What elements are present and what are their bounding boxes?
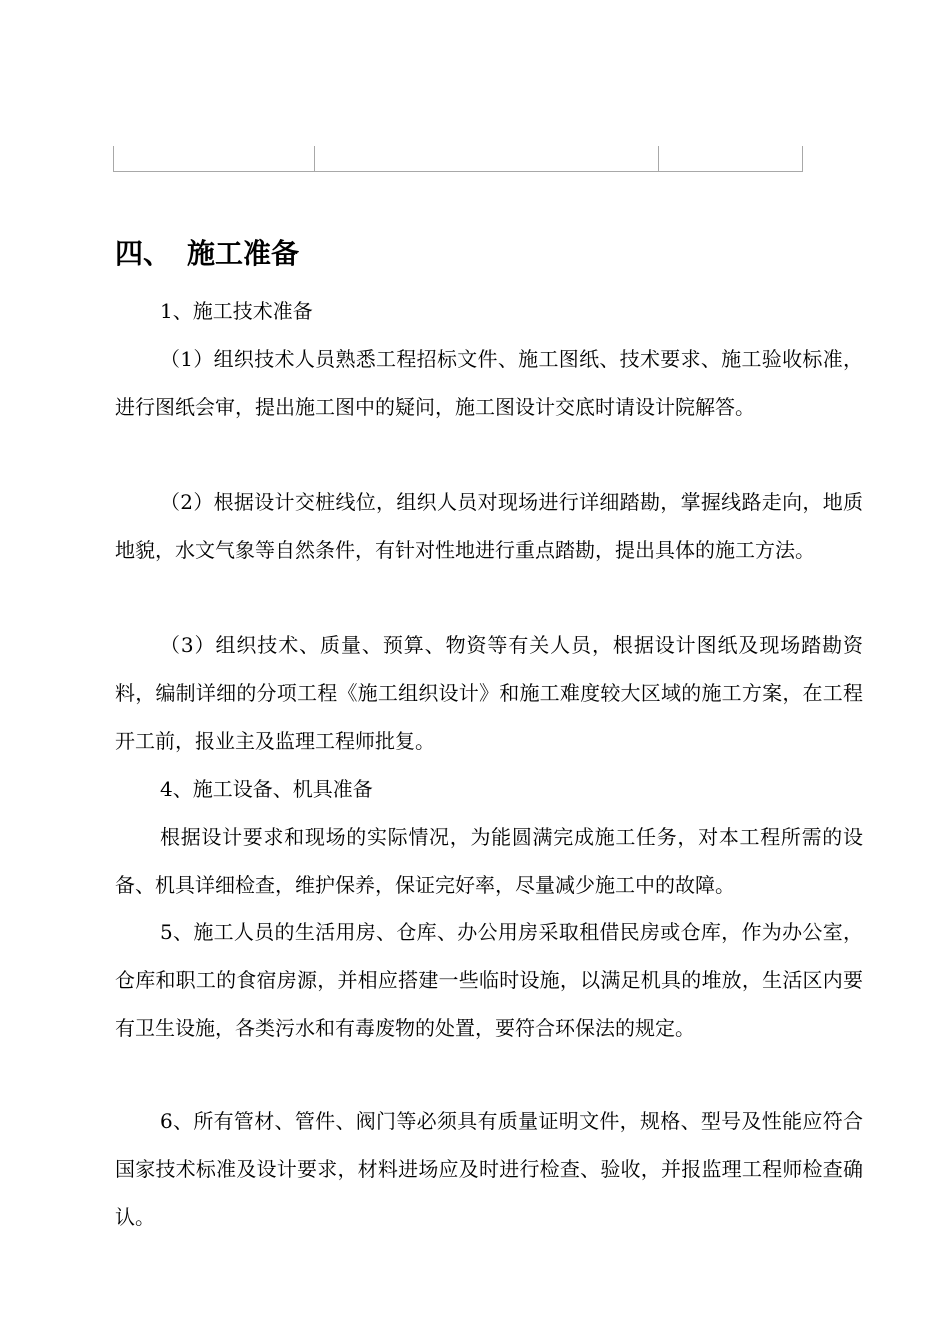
paragraph-2: （1）组织技术人员熟悉工程招标文件、施工图纸、技术要求、施工验收标准，进行图纸会审，提出施工图中的疑问，施工图设计交底时请设计院解答。 [115, 347, 863, 419]
table-border-line [314, 146, 315, 171]
paragraph-5: 4、施工设备、机具准备 [160, 777, 373, 801]
section-number: 四、 [115, 237, 172, 270]
table-fragment [113, 146, 803, 172]
paragraph-8: 6、所有管材、管件、阀门等必须具有质量证明文件，规格、型号及性能应符合国家技术标准及设计要求，材料进场应及时进行检查、验收，并报监理工程师检查确认。 [115, 1109, 863, 1229]
table-border-line [658, 146, 659, 171]
section-title: 施工准备 [187, 237, 300, 270]
table-border-line [113, 146, 114, 171]
table-border-line [802, 146, 803, 171]
paragraph-1: 1、施工技术准备 [160, 299, 313, 323]
paragraph-7: 5、施工人员的生活用房、仓库、办公用房采取租借民房或仓库，作为办公室，仓库和职工的食宿房源，并相应搭建一些临时设施，以满足机具的堆放，生活区内要有卫生设施，各类污水和有毒废物的处置，要符合环保法的规定。 [115, 920, 863, 1040]
paragraph-3: （2）根据设计交桩线位，组织人员对现场进行详细踏勘，掌握线路走向，地质地貌，水文气象等自然条件，有针对性地进行重点踏勘，提出具体的施工方法。 [115, 490, 863, 562]
paragraph-6: 根据设计要求和现场的实际情况，为能圆满完成施工任务，对本工程所需的设备、机具详细检查，维护保养，保证完好率，尽量减少施工中的故障。 [115, 825, 863, 897]
paragraph-4: （3）组织技术、质量、预算、物资等有关人员，根据设计图纸及现场踏勘资料，编制详细的分项工程《施工组织设计》和施工难度较大区域的施工方案，在工程开工前，报业主及监理工程师批复。 [115, 633, 863, 753]
section-heading [115, 234, 299, 274]
